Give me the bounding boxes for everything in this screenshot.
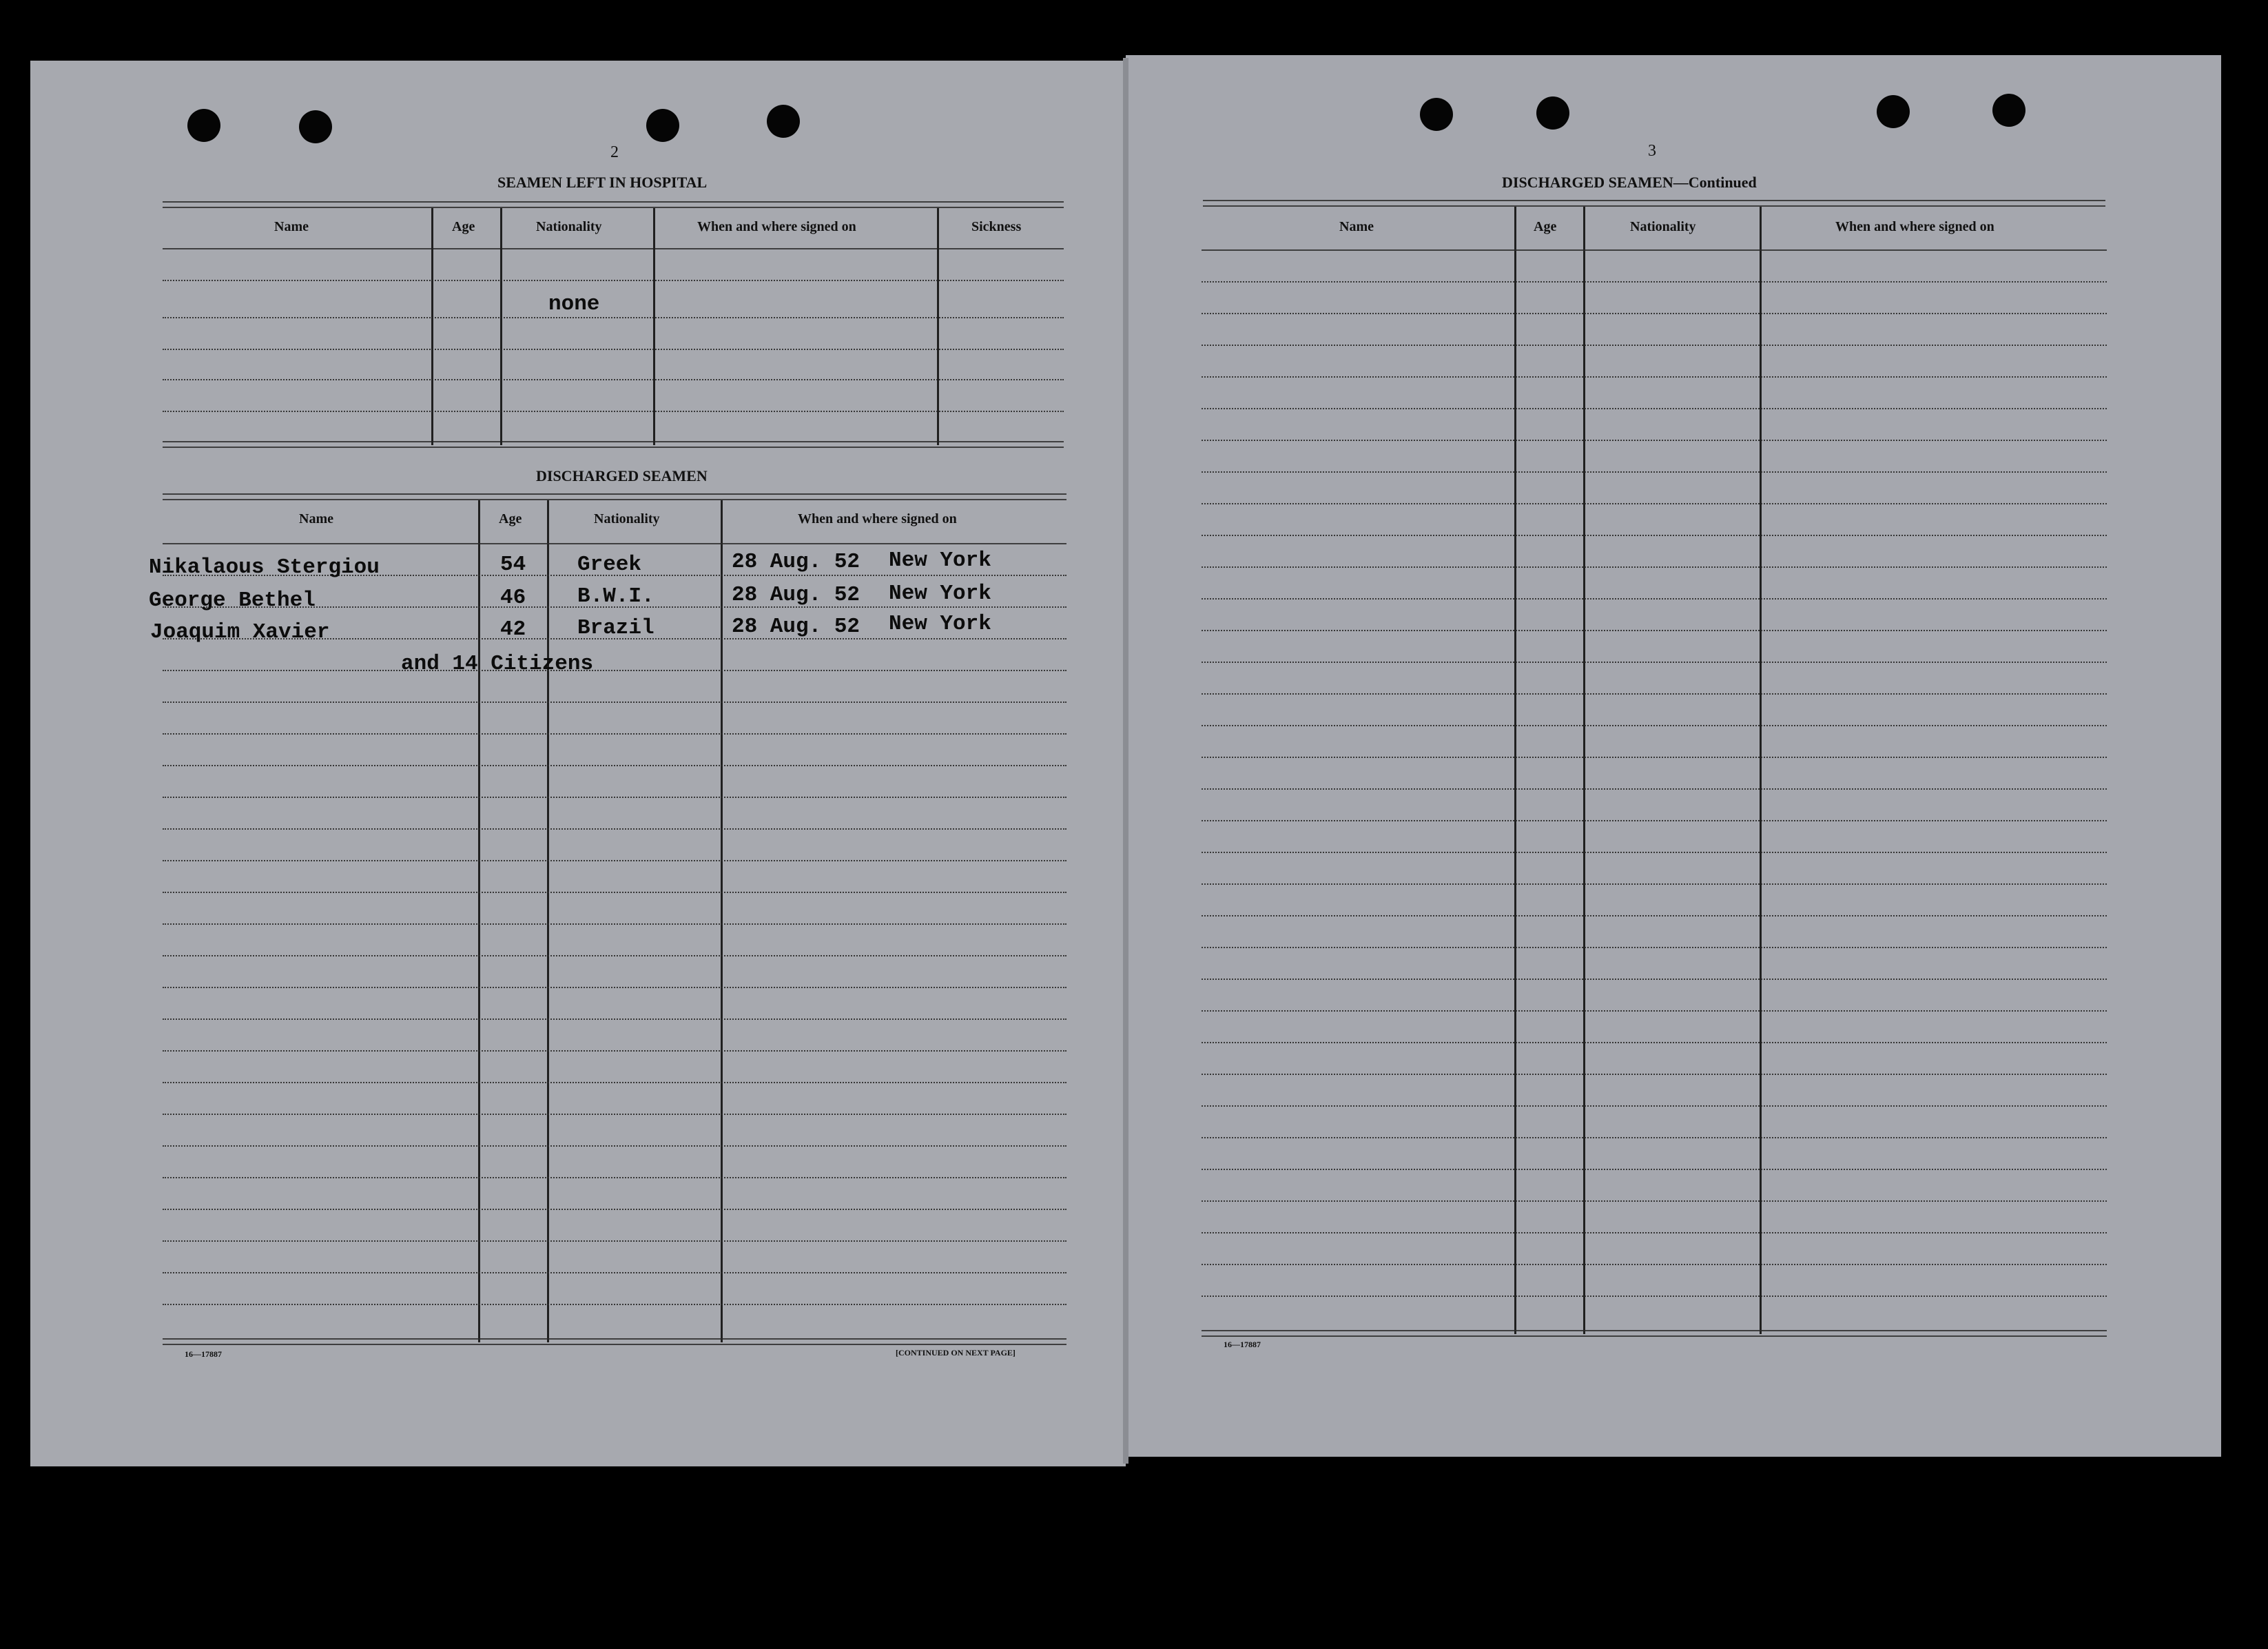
- column-divider: [937, 208, 939, 445]
- dotted-rule: [1202, 947, 2107, 948]
- dotted-rule: [1202, 1200, 2107, 1202]
- col-header-signed-on: When and where signed on: [1835, 219, 1994, 234]
- discharged-section-title: DISCHARGED SEAMEN: [536, 467, 708, 484]
- discharged-continued-title: DISCHARGED SEAMEN—Continued: [1502, 174, 1757, 191]
- dotted-rule: [1202, 440, 2107, 441]
- dotted-rule: [163, 349, 1064, 350]
- dotted-rule: [1202, 598, 2107, 600]
- dotted-rule: [163, 955, 1066, 956]
- dotted-rule: [1202, 1042, 2107, 1043]
- discharged-place: New York: [889, 549, 991, 573]
- dotted-rule: [1202, 1010, 2107, 1012]
- dotted-rule: [163, 987, 1066, 988]
- dotted-rule: [1202, 979, 2107, 980]
- dotted-rule: [163, 1272, 1066, 1273]
- dotted-rule: [163, 379, 1064, 380]
- discharged-place: New York: [889, 582, 991, 606]
- header-rule: [1202, 249, 2107, 251]
- right-page: [1126, 55, 2221, 1457]
- col-header-name: Name: [1339, 219, 1374, 234]
- dotted-rule: [1202, 883, 2107, 885]
- rule: [163, 441, 1064, 442]
- discharged-date: 28 Aug. 52: [732, 550, 860, 574]
- column-divider: [653, 208, 655, 445]
- rule: [1203, 205, 2105, 207]
- dotted-rule: [163, 797, 1066, 798]
- col-header-sickness: Sickness: [971, 219, 1022, 234]
- col-header-name: Name: [299, 511, 333, 526]
- dotted-rule: [1202, 630, 2107, 631]
- rule: [163, 201, 1064, 203]
- dotted-rule: [1202, 757, 2107, 758]
- punch-hole: [1420, 98, 1453, 131]
- dotted-rule: [1202, 1074, 2107, 1075]
- dotted-rule: [163, 1209, 1066, 1210]
- dotted-rule: [1202, 313, 2107, 314]
- discharged-name: Joaquim Xavier: [150, 620, 330, 644]
- dotted-rule: [163, 280, 1064, 281]
- rule: [163, 499, 1066, 500]
- dotted-rule: [1202, 1137, 2107, 1138]
- bottom-rule: [163, 1338, 1066, 1340]
- dotted-rule: [1202, 1264, 2107, 1265]
- col-header-age: Age: [452, 219, 475, 234]
- discharged-place: New York: [889, 612, 991, 636]
- dotted-rule: [1202, 788, 2107, 790]
- discharged-name: George Bethel: [149, 588, 316, 613]
- hospital-none-entry: none: [548, 292, 600, 316]
- column-divider: [547, 500, 549, 1342]
- dotted-rule: [1202, 662, 2107, 663]
- col-header-nationality: Nationality: [1630, 219, 1696, 234]
- dotted-rule: [163, 733, 1066, 735]
- dotted-rule: [1202, 1232, 2107, 1233]
- rule: [1203, 200, 2105, 201]
- dotted-rule: [1202, 376, 2107, 378]
- discharged-age: 46: [500, 586, 526, 610]
- punch-hole: [646, 109, 679, 142]
- dotted-rule: [1202, 1169, 2107, 1170]
- page-fold: [1123, 58, 1128, 1464]
- dotted-rule: [163, 1018, 1066, 1020]
- dotted-rule: [1202, 535, 2107, 536]
- punch-hole: [187, 109, 220, 142]
- punch-hole: [1992, 94, 2025, 127]
- discharged-date: 28 Aug. 52: [732, 583, 860, 607]
- punch-hole: [1536, 96, 1569, 130]
- discharged-nationality: Greek: [577, 553, 642, 577]
- dotted-rule: [163, 892, 1066, 893]
- dotted-rule: [1202, 852, 2107, 853]
- col-header-signed-on: When and where signed on: [798, 511, 957, 526]
- punch-hole: [767, 105, 800, 138]
- hospital-section-title: SEAMEN LEFT IN HOSPITAL: [497, 174, 708, 191]
- discharged-age: 54: [500, 553, 526, 577]
- dotted-rule: [1202, 693, 2107, 695]
- dotted-rule: [163, 701, 1066, 703]
- dotted-rule: [1202, 725, 2107, 726]
- rule: [163, 493, 1066, 495]
- header-rule: [163, 543, 1066, 544]
- dotted-rule: [163, 411, 1064, 412]
- continued-note: [CONTINUED ON NEXT PAGE]: [896, 1348, 1016, 1358]
- column-divider: [431, 208, 433, 445]
- dotted-rule: [163, 1050, 1066, 1052]
- bottom-rule: [1202, 1335, 2107, 1337]
- form-code: 16—17887: [185, 1349, 222, 1359]
- discharged-age: 42: [500, 617, 526, 642]
- page-number: 2: [610, 143, 619, 161]
- bottom-rule: [1202, 1330, 2107, 1331]
- dotted-rule: [163, 1082, 1066, 1083]
- column-divider: [721, 500, 723, 1342]
- rule: [163, 447, 1064, 448]
- dotted-rule: [163, 1145, 1066, 1147]
- discharged-note: and 14 Citizens: [401, 652, 594, 676]
- dotted-rule: [1202, 408, 2107, 409]
- left-page: [30, 61, 1126, 1466]
- rule: [163, 248, 1064, 249]
- discharged-name: Nikalaous Stergiou: [149, 555, 380, 580]
- col-header-name: Name: [274, 219, 309, 234]
- dotted-rule: [1202, 1105, 2107, 1107]
- col-header-age: Age: [1534, 219, 1557, 234]
- dotted-rule: [163, 828, 1066, 830]
- rule: [163, 207, 1064, 208]
- dotted-rule: [163, 860, 1066, 861]
- form-code: 16—17887: [1224, 1340, 1261, 1349]
- page-number: 3: [1648, 142, 1656, 160]
- dotted-rule: [163, 670, 1066, 671]
- discharged-date: 28 Aug. 52: [732, 615, 860, 639]
- dotted-rule: [163, 765, 1066, 766]
- dotted-rule: [1202, 345, 2107, 346]
- punch-hole: [299, 110, 332, 143]
- dotted-rule: [1202, 820, 2107, 821]
- column-divider: [500, 208, 502, 445]
- discharged-nationality: B.W.I.: [577, 584, 654, 608]
- dotted-rule: [1202, 915, 2107, 916]
- dotted-rule: [163, 317, 1064, 318]
- dotted-rule: [1202, 503, 2107, 504]
- discharged-nationality: Brazil: [577, 616, 654, 640]
- col-header-nationality: Nationality: [536, 219, 602, 234]
- col-header-age: Age: [499, 511, 522, 526]
- dotted-rule: [1202, 471, 2107, 473]
- col-header-signed-on: When and where signed on: [697, 219, 856, 234]
- column-divider: [478, 500, 480, 1342]
- dotted-rule: [163, 1114, 1066, 1115]
- punch-hole: [1877, 95, 1910, 128]
- dotted-rule: [163, 923, 1066, 925]
- dotted-rule: [163, 1304, 1066, 1305]
- dotted-rule: [163, 1240, 1066, 1242]
- dotted-rule: [1202, 566, 2107, 568]
- dotted-rule: [1202, 1295, 2107, 1297]
- col-header-nationality: Nationality: [594, 511, 660, 526]
- dotted-rule: [163, 1177, 1066, 1178]
- bottom-rule: [163, 1344, 1066, 1345]
- dotted-rule: [1202, 281, 2107, 283]
